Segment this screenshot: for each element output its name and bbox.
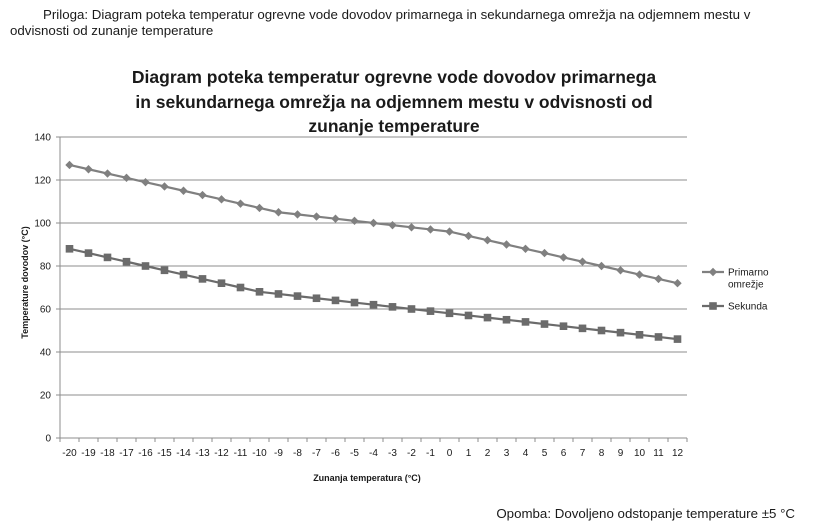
x-tick-label: -9 (274, 448, 283, 459)
data-point (122, 174, 130, 182)
data-point (465, 312, 473, 320)
x-tick-label: 2 (484, 448, 491, 459)
data-point (66, 245, 74, 253)
data-point (407, 223, 415, 231)
data-point (199, 275, 207, 283)
data-point (655, 333, 663, 341)
data-point (179, 187, 187, 195)
data-point (123, 258, 131, 266)
data-point (369, 219, 377, 227)
data-point (370, 301, 378, 309)
x-tick-label: -19 (81, 448, 96, 459)
data-point (408, 305, 416, 313)
data-point (161, 267, 169, 275)
data-point (521, 245, 529, 253)
data-point (84, 165, 92, 173)
y-tick-label: 60 (39, 304, 51, 316)
series (65, 161, 681, 343)
x-tick-label: -15 (157, 448, 172, 459)
data-point (635, 270, 643, 278)
x-tick-label: -8 (293, 448, 302, 459)
data-point (104, 254, 112, 262)
legend-label: Primarno (728, 267, 769, 279)
data-point (597, 262, 605, 270)
gridlines (60, 137, 687, 395)
x-tick-label: 3 (503, 448, 510, 459)
data-point (579, 325, 587, 333)
data-point (388, 221, 396, 229)
data-point (389, 303, 397, 311)
y-tick-label: 120 (34, 175, 51, 187)
data-point (598, 327, 606, 335)
data-point (503, 316, 511, 324)
data-point (559, 253, 567, 261)
chart-title-line: in sekundarnega omrežja na odjemnem mestu v odvisnosti od (135, 92, 653, 112)
data-point (484, 314, 492, 322)
x-tick-label: 7 (579, 448, 586, 459)
data-point (198, 191, 206, 199)
data-point (674, 335, 682, 343)
x-tick-label: -12 (214, 448, 229, 459)
data-point (350, 217, 358, 225)
data-point (331, 215, 339, 223)
data-point (141, 178, 149, 186)
x-tick-label: -16 (138, 448, 153, 459)
data-point (446, 310, 454, 318)
y-tick-label: 0 (45, 433, 51, 445)
x-tick-label: 6 (560, 448, 567, 459)
x-tick-label: -14 (176, 448, 191, 459)
x-tick-label: -6 (331, 448, 340, 459)
data-point (332, 297, 340, 305)
x-tick-label: -18 (100, 448, 115, 459)
data-point (217, 195, 225, 203)
figure-caption: Priloga: Diagram poteka temperatur ogrevne vode dovodov primarnega in sekundarnega omrežja na odjemnem mestu v odvisnosti od zunanje temperature (10, 7, 751, 38)
data-point (65, 161, 73, 169)
y-tick-label: 100 (34, 218, 51, 230)
legend-label: omrežje (728, 279, 764, 291)
x-tick-label: 8 (598, 448, 605, 459)
x-tick-label: 9 (617, 448, 624, 459)
data-point (522, 318, 530, 326)
x-tick-label: -17 (119, 448, 134, 459)
data-point (103, 169, 111, 177)
data-point (312, 212, 320, 220)
x-tick-label: -1 (426, 448, 435, 459)
data-point (560, 322, 568, 330)
x-tick-label: -3 (388, 448, 397, 459)
legend-marker (709, 268, 717, 276)
data-point (274, 208, 282, 216)
y-tick-label: 140 (34, 132, 51, 144)
x-tick-label: 1 (465, 448, 472, 459)
series-sekunda (66, 245, 682, 343)
data-point (256, 288, 264, 296)
data-point (293, 210, 301, 218)
chart-title-line: Diagram poteka temperatur ogrevne vode dovodov primarnega (131, 67, 657, 87)
data-point (255, 204, 263, 212)
data-point (540, 249, 548, 257)
x-tick-label: 4 (522, 448, 529, 459)
legend-marker (709, 302, 717, 310)
data-point (294, 292, 302, 300)
x-tick-label: 11 (653, 448, 664, 459)
x-tick-label: 12 (671, 448, 684, 459)
data-point (218, 279, 226, 287)
x-tick-label: -5 (350, 448, 359, 459)
legend (702, 268, 769, 313)
y-tick-label: 40 (39, 347, 51, 359)
footnote: Opomba: Dovoljeno odstopanje temperature ±5 °C (496, 506, 795, 521)
x-tick-label: 0 (446, 448, 453, 459)
x-tick-label: -10 (252, 448, 267, 459)
data-point (464, 232, 472, 240)
data-point (142, 262, 150, 270)
data-point (673, 279, 681, 287)
data-point (541, 320, 549, 328)
y-tick-label: 20 (39, 390, 51, 402)
data-point (578, 258, 586, 266)
x-tick-label: -2 (407, 448, 416, 459)
data-point (180, 271, 188, 279)
data-point (654, 275, 662, 283)
x-tick-label: -7 (312, 448, 321, 459)
x-tick-label: 10 (633, 448, 646, 459)
chart-title-line: zunanje temperature (308, 116, 480, 136)
data-point (237, 284, 245, 292)
legend-label: Sekunda (728, 301, 768, 313)
y-axis-label: Temperature dovodov (°C) (20, 226, 30, 339)
data-point (502, 240, 510, 248)
data-point (636, 331, 644, 339)
data-point (426, 225, 434, 233)
data-point (445, 227, 453, 235)
x-tick-label: -20 (62, 448, 77, 459)
x-tick-label: -11 (233, 448, 248, 459)
x-tick-label: -4 (369, 448, 378, 459)
data-point (275, 290, 283, 298)
data-point (85, 249, 93, 257)
axes (34, 133, 687, 460)
data-point (236, 199, 244, 207)
data-point (160, 182, 168, 190)
data-point (483, 236, 491, 244)
y-tick-label: 80 (39, 261, 51, 273)
chart-title (132, 67, 656, 136)
data-point (617, 329, 625, 337)
data-point (616, 266, 624, 274)
data-point (351, 299, 359, 307)
x-tick-label: -13 (195, 448, 210, 459)
data-point (313, 294, 321, 302)
x-axis-label: Zunanja temperatura (°C) (313, 473, 421, 483)
x-tick-label: 5 (541, 448, 548, 459)
data-point (427, 307, 435, 315)
